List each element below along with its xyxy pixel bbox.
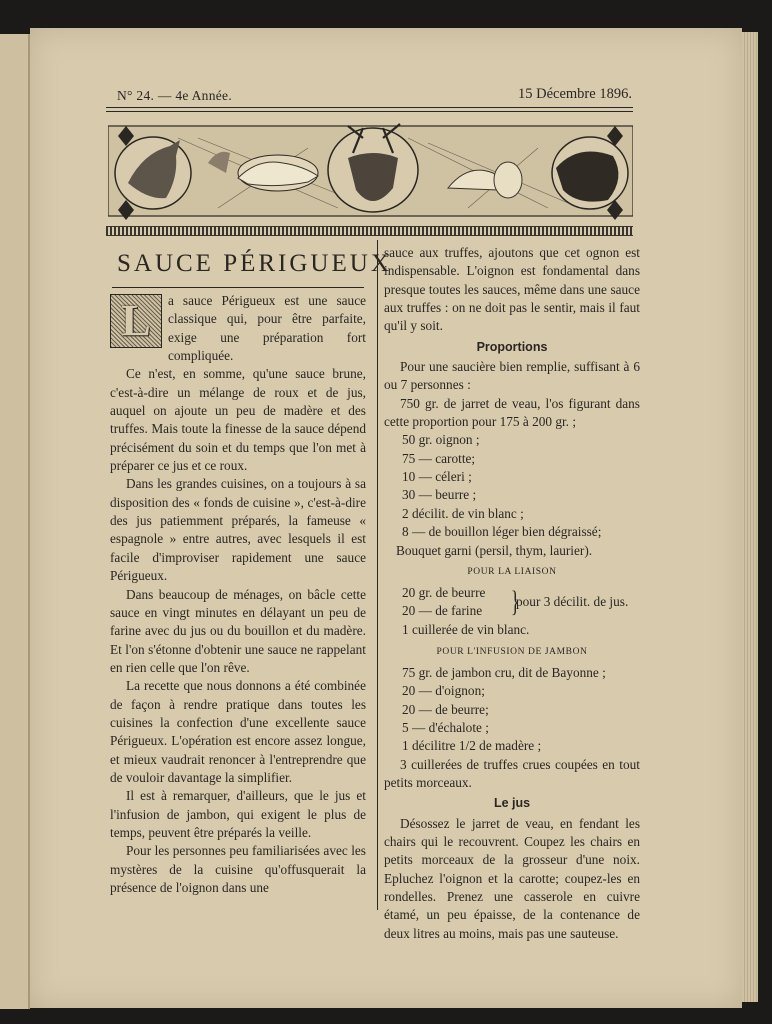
list-item: 20 — d'oignon; [402,683,485,699]
list-item: 1 décilitre 1/2 de madère ; [402,738,542,754]
list-item: 75 gr. de jambon cru, dit de Bayonne ; [402,664,606,680]
ingredient-list [384,431,640,541]
brace-symbol: } [510,585,520,619]
left-column [110,292,366,897]
truffles-line: 3 cuillerées de truffes crues coupées en tout petits morceaux. [384,756,640,790]
issue-number: N° 24. — 4e Année. [117,88,233,103]
list-item: 20 gr. de beurre [402,585,486,601]
list-item: 1 cuillerée de vin blanc. [402,622,530,638]
list-item: 75 — carotte; [402,450,476,466]
header-rule-thin [106,111,633,112]
header-rule [106,107,633,108]
list-item: 20 — de farine [402,603,483,619]
list-item: 5 — d'échalote ; [402,719,489,735]
liaison-group [384,584,640,621]
paragraph-1: a sauce Périgueux est une sauce classique qui, pour être parfaite, exige une préparation fort compliquée. [168,293,366,364]
list-item: 30 — beurre ; [402,487,477,503]
section-heading-proportions: Proportions [476,339,548,354]
subheading-liaison: POUR LA LIAISON [467,566,557,577]
page-stack-edge [742,32,758,1002]
veal-line: 750 gr. de jarret de veau, l'os figurant dans cette proportion pour 175 à 200 gr. ; [384,395,640,430]
right-column [384,244,640,943]
liaison-total: pour 3 décilit. de jus. [516,594,629,610]
paragraph-3: Dans les grandes cuisines, on a toujours à sa disposition des « fonds de cuisine », c'est-à-dire des jus patiemment préparés, la fameuse « espagnole » entre autres, avec lesquels il est facile d'improviser rapidement une sauce Périgueux. [110,476,366,584]
list-item: 20 — de beurre; [402,701,489,717]
paragraph-2: Ce n'est, en somme, qu'une sauce brune, c'est-à-dire un mélange de roux et de jus, auquel on ajoute un peu de madère et des truffes. Mais toute la finesse de la sauce dépend précisément du soin et du temps que l'on met à préparer ce jus et ce roux. [110,366,366,474]
paragraph-7: Pour les personnes peu familiarisées avec les mystères de la cuisine qu'offusquerait la présence de l'oignon dans une [110,843,366,895]
facing-page-edge [0,34,30,1009]
infusion-list [384,664,640,756]
issue-date: 15 Décembre 1896. [518,86,632,102]
section-heading-jus: Le jus [493,796,531,811]
list-item: 2 décilit. de vin blanc ; [402,505,524,521]
list-item: 50 gr. oignon ; [402,432,480,448]
paragraph-6: Il est à remarquer, d'ailleurs, que le jus et l'infusion de jambon, qui exigent le plus de temps, peuvent être préparés la veille. [110,788,366,840]
list-item: 8 — de bouillon léger bien dégraissé; [402,524,602,540]
subheading-infusion: POUR L'INFUSION DE JAMBON [436,646,588,657]
column-rule [377,240,378,910]
list-item: Bouquet garni (persil, thym, laurier). [396,542,593,558]
list-item: 10 — céleri ; [402,469,472,485]
paragraph-4: Dans beaucoup de ménages, on bâcle cette sauce en vingt minutes en délayant un peu de farine avec du jus ou du bouillon et du madère. Et l'on s'étonne d'obtenir une sauce ne rappelant en rien celle que l'on rêve. [110,586,366,675]
paragraph-5: La recette que nous donnons a été combinée de façon à rendre pratique dans toutes les cuisines la confection d'une excellente sauce Périgueux. L'opération est encore assez longue, et mieux vaudrait renoncer à l'entreprendre que de vouloir davantage la simplifier. [110,678,366,785]
paragraph-continued: sauce aux truffes, ajoutons que cet ognon est indispensable. L'oignon est fondamental dans presque toutes les sauces, même dans une sauce aux truffes : on ne doit pas le sentir, mais il faut qu'il y soit. [384,245,640,334]
banner-decorative-border [106,226,633,236]
hunting-banner-illustration [108,118,633,230]
jus-paragraph: Désossez le jarret de veau, en fendant les chairs qui le recouvrent. Coupez les chairs en petits morceaux de la grosseur d'une noix. Epluchez l'oignon et la carotte; coupez-les en rondelles. Prenez une casserole en cuivre étamé, un peu épaisse, de la contenance de deux litres au moins, mais pas une sauteuse. [384,815,640,941]
dropcap-illustration: L [110,294,162,348]
proportions-intro: Pour une saucière bien remplie, suffisant à 6 ou 7 personnes : [384,359,640,393]
title-rule [112,287,364,288]
article-title: SAUCE PÉRIGUEUX [117,250,392,277]
